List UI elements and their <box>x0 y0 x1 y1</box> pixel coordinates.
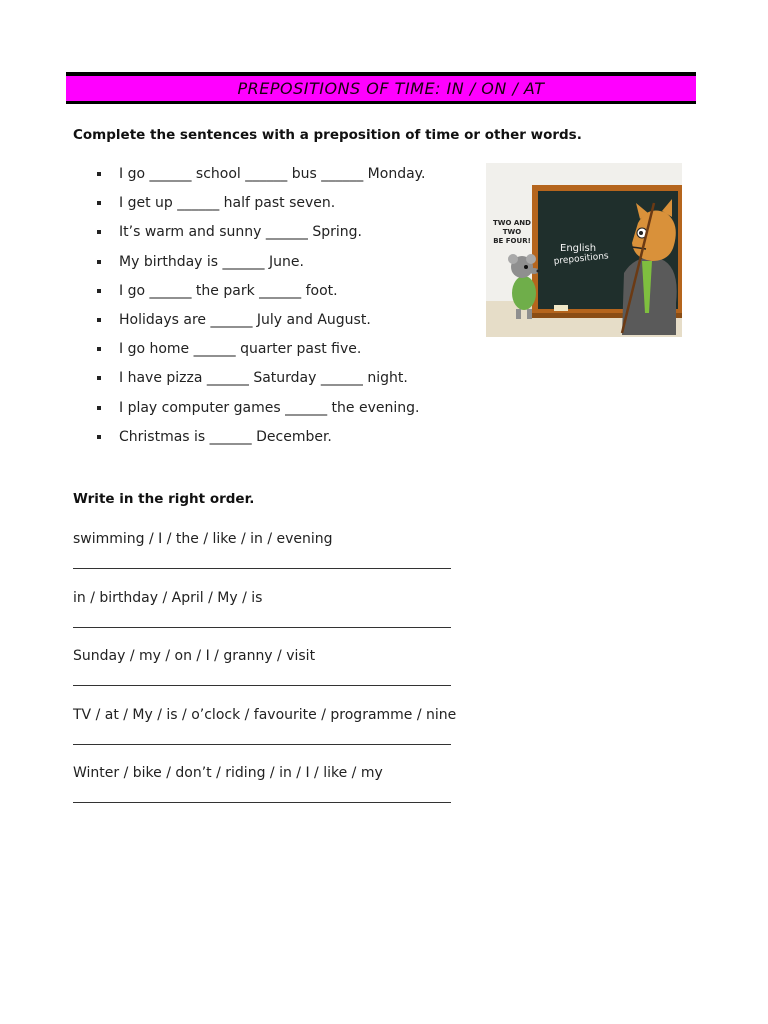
list-item: I have pizza ______ Saturday ______ night. <box>95 368 425 397</box>
list-item: I go home ______ quarter past five. <box>95 339 425 368</box>
list-item: I go ______ the park ______ foot. <box>95 281 425 310</box>
page-title: PREPOSITIONS OF TIME: IN / ON / AT <box>237 79 545 98</box>
jumbled-phrase: in / birthday / April / My / is <box>73 589 263 606</box>
jumbled-phrase: Winter / bike / don’t / riding / in / I / like / my <box>73 765 383 781</box>
section2-heading: Write in the right order. <box>73 491 255 507</box>
word-order-list <box>73 529 456 822</box>
list-item: I go ______ school ______ bus ______ Monday. <box>95 164 425 193</box>
list-item: Holidays are ______ July and August. <box>95 310 425 339</box>
list-item <box>73 705 456 764</box>
list-item: My birthday is ______ June. <box>95 252 425 281</box>
jumbled-phrase: Sunday / my / on / I / granny / visit <box>73 648 316 664</box>
list-item: I get up ______ half past seven. <box>95 193 425 222</box>
jumbled-phrase: TV / at / My / is / o’clock / favourite / programme / nine <box>73 706 457 723</box>
title-bar <box>66 72 696 104</box>
speech-text-2: TWO <box>502 228 522 236</box>
list-item: It’s warm and sunny ______ Spring. <box>95 222 425 251</box>
speech-text-3: BE FOUR! <box>493 237 531 245</box>
list-item: Christmas is ______ December. <box>95 427 425 456</box>
cartoon-illustration <box>486 163 682 337</box>
list-item: I play computer games ______ the evening. <box>95 398 425 427</box>
list-item <box>73 763 456 822</box>
list-item <box>73 646 456 705</box>
answer-line[interactable] <box>73 685 451 686</box>
jumbled-phrase: swimming / I / the / like / in / evening <box>73 531 333 547</box>
list-item <box>73 588 456 647</box>
answer-line[interactable] <box>73 568 451 569</box>
answer-line[interactable] <box>73 802 451 803</box>
section1-heading: Complete the sentences with a preposition of time or other words. <box>73 127 582 143</box>
answer-line[interactable] <box>73 744 451 745</box>
speech-text-1: TWO AND <box>493 219 531 227</box>
list-item <box>73 529 456 588</box>
board-text-2: prepositions <box>553 251 610 267</box>
sentence-list <box>95 164 425 456</box>
board-text-1: English <box>560 243 597 254</box>
answer-line[interactable] <box>73 627 451 628</box>
